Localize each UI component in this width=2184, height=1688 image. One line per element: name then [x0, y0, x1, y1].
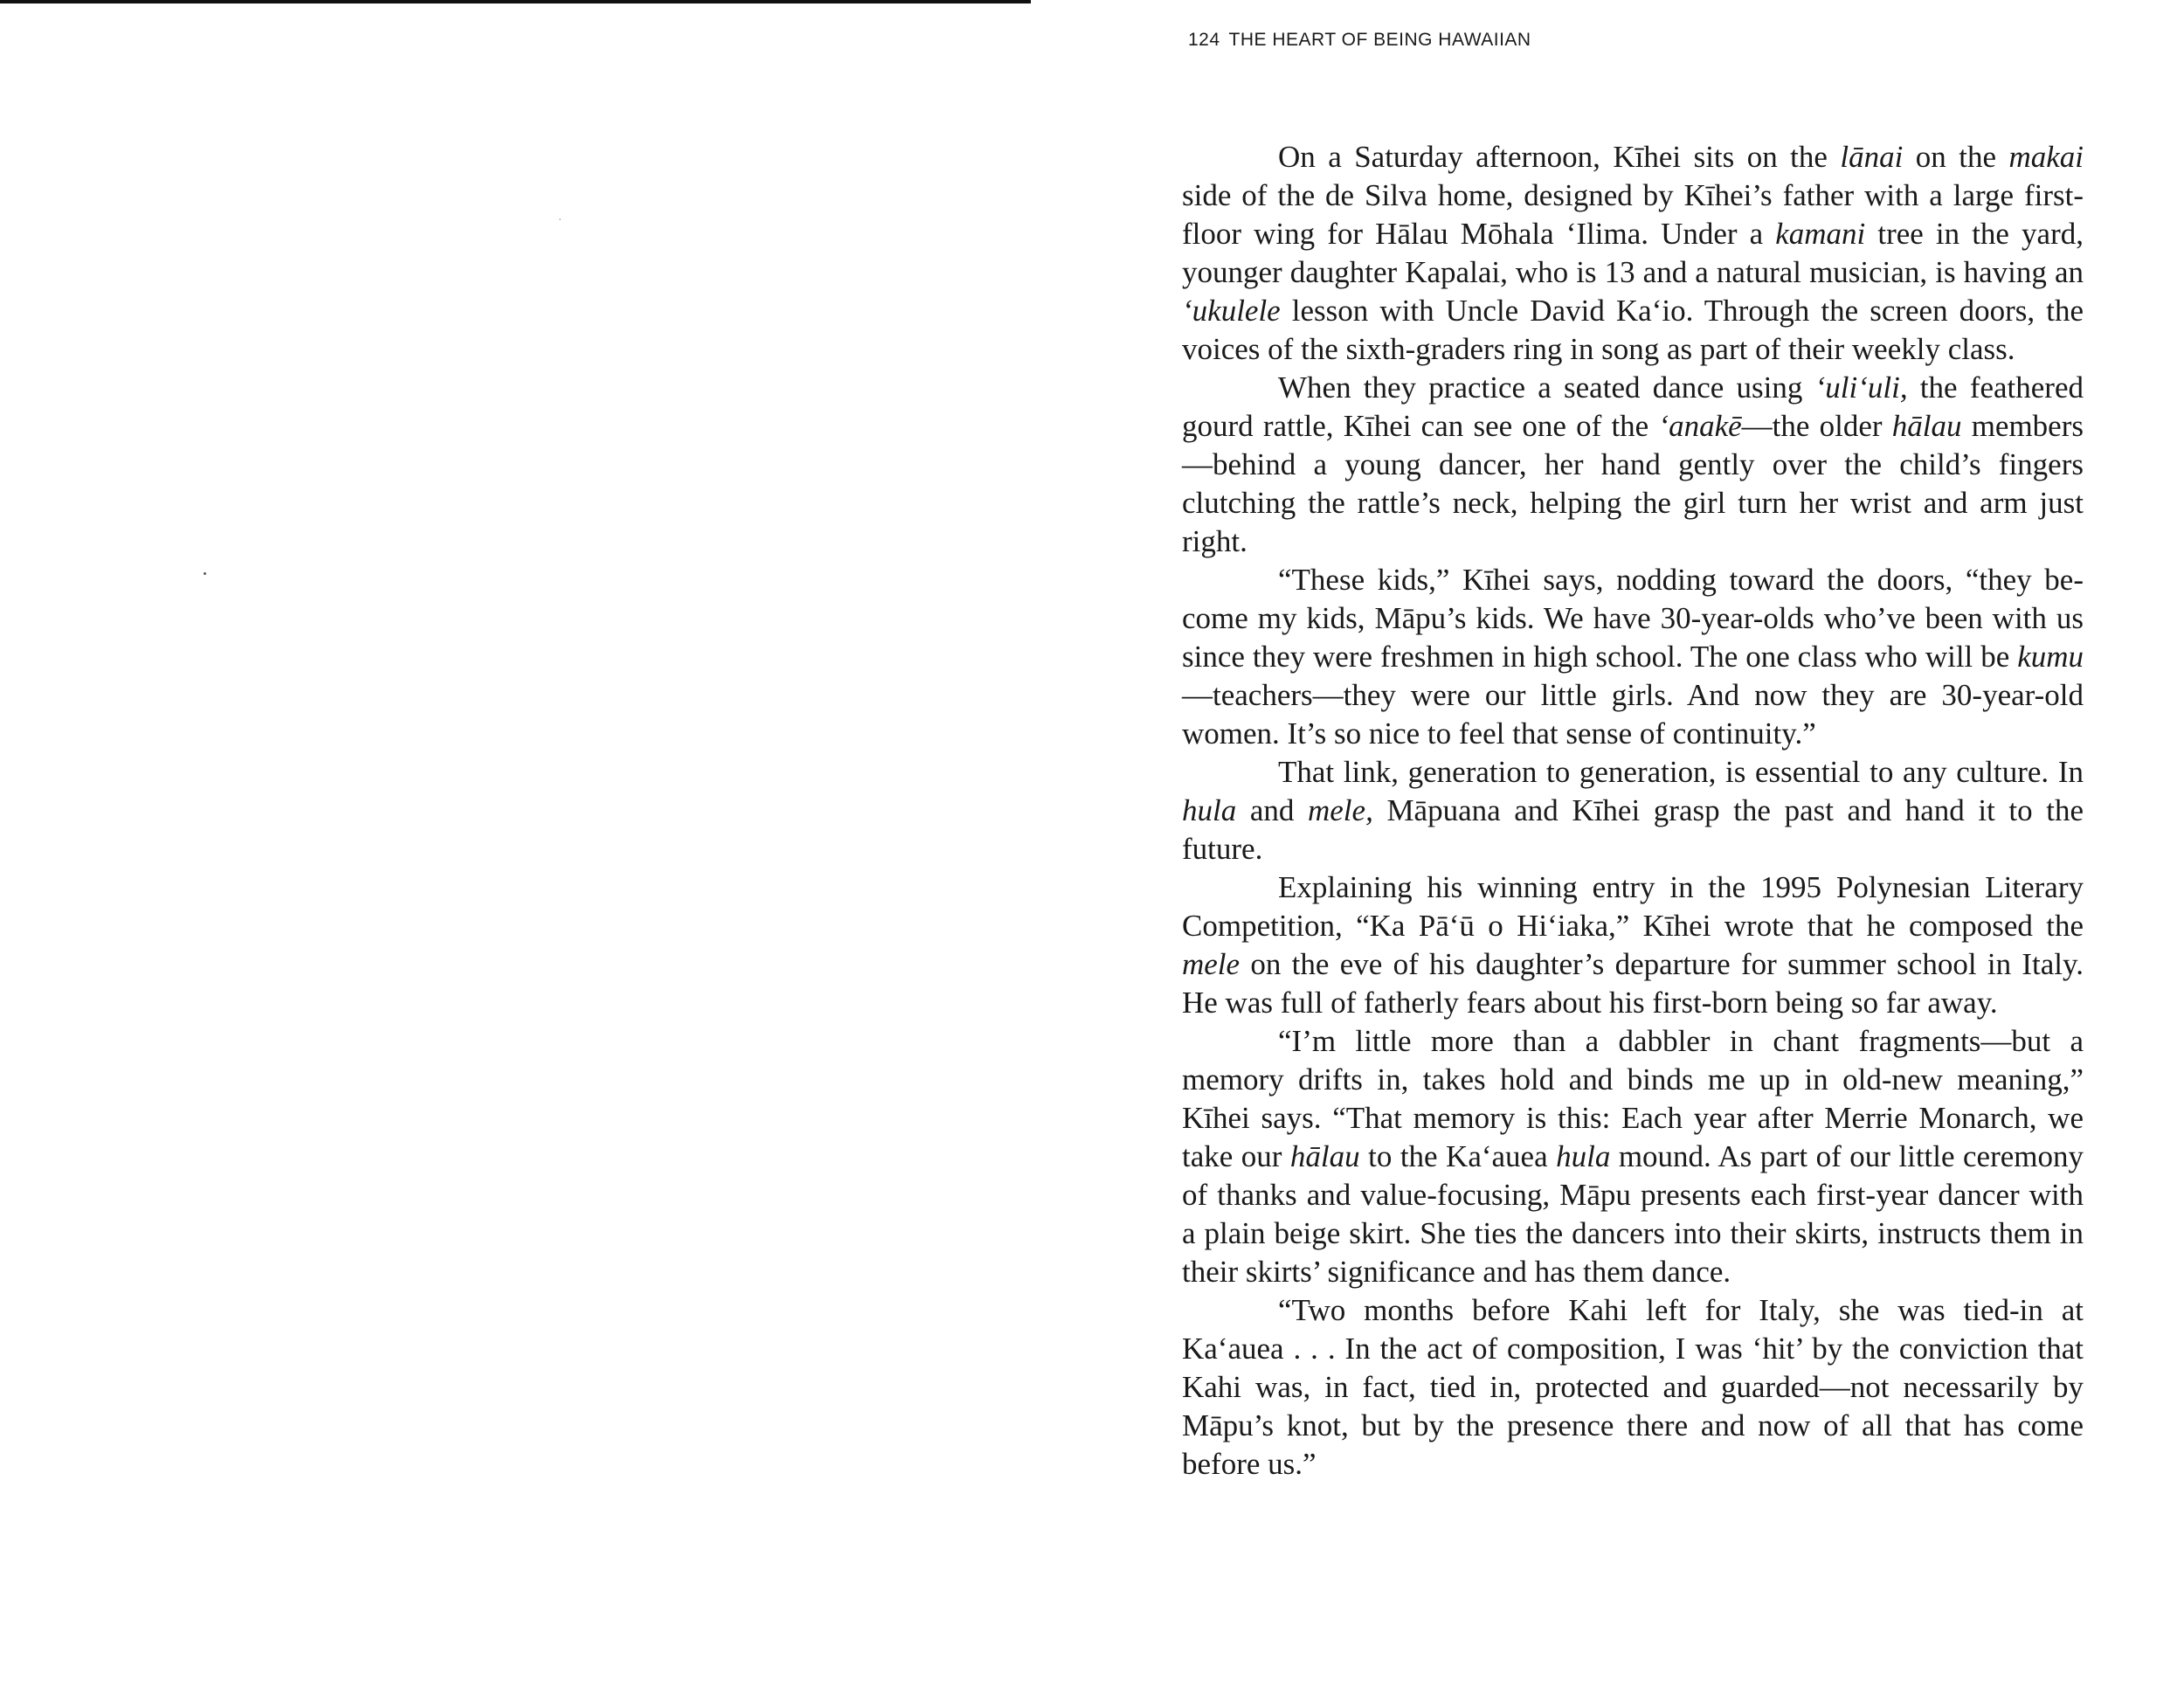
italic-term: ‘uli‘uli, [1814, 370, 1908, 405]
text-run: side of the de Silva home, designed by Kīhei’s father with a large first-floor wing for Hālau Mōhala ‘Ilima. Under a [1182, 178, 2084, 251]
right-page [1092, 0, 2184, 1688]
italic-term: hula [1556, 1139, 1611, 1173]
italic-term: kamani [1775, 217, 1866, 251]
text-run: —teachers—they were our little girls. And now they are 30-year-old women. It’s so nice to feel that sense of continuity.” [1182, 678, 2084, 751]
paragraph [1182, 369, 2084, 561]
italic-term: kumu [2017, 640, 2084, 674]
text-run: on the [1903, 140, 2009, 174]
body-text [1182, 138, 2084, 1484]
running-head [1188, 30, 1531, 51]
speck-mark [204, 572, 206, 575]
speck-mark [559, 218, 561, 220]
text-run: mound. As part of our little ceremony of thanks and value-focusing, Māpu presents each first-year dancer with a plain beige skirt. She ties the dancers into their skirts, instructs them in their skirts’ significance and has them dance. [1182, 1139, 2084, 1289]
text-run: tree in the yard, younger daughter Kapalai, who is 13 and a natural musician, is having an [1182, 217, 2084, 289]
paragraph [1182, 868, 2084, 1022]
text-run: That link, generation to generation, is essential to any culture. In [1278, 755, 2084, 789]
paragraph [1182, 1291, 2084, 1484]
text-run: to the Ka‘auea [1359, 1139, 1557, 1173]
text-run: “Two months before Kahi left for Italy, she was tied-in at Ka‘auea . . . In the act of composition, I was ‘hit’ by the conviction that Kahi was, in fact, tied in, protected and guarded—not necessarily by Māpu’s knot, but by the presence there and now of all that has come before us.” [1182, 1293, 2084, 1481]
running-title: THE HEART OF BEING HAWAIIAN [1228, 30, 1531, 50]
paragraph [1182, 561, 2084, 753]
text-run: members—behind a young dancer, her hand gently over the child’s fingers clutching the rattle’s neck, helping the girl turn her wrist and arm just right. [1182, 409, 2084, 558]
text-run: Explaining his winning entry in the 1995 Polynesian Literary Competition, “Ka Pā‘ū o Hi‘iaka,” Kīhei wrote that he composed the [1182, 870, 2084, 943]
page-number: 124 [1188, 30, 1220, 50]
italic-term: lānai [1840, 140, 1904, 174]
italic-term: ‘ukulele [1182, 294, 1281, 328]
text-run: on the eve of his daughter’s departure for summer school in Italy. He was full of fatherly fears about his first-born being so far away. [1182, 947, 2084, 1020]
text-run: Māpuana and Kīhei grasp the past and hand it to the future. [1182, 793, 2084, 866]
text-run: “I’m little more than a dabbler in chant fragments—but a memory drifts in, takes hold and binds me up in old-new meaning,” Kīhei says. “That memory is this: Each year after Merrie Monarch, we take our [1182, 1024, 2084, 1173]
top-rule [0, 0, 1031, 3]
text-run: the feathered gourd rattle, Kīhei can see one of the [1182, 370, 2084, 443]
italic-term: makai [2008, 140, 2084, 174]
paragraph [1182, 753, 2084, 868]
text-run: “These kids,” Kīhei says, nodding toward the doors, “they become my kids, Māpu’s kids. We have 30-year-olds who’ve been with us since they were freshmen in high school. The one class who will be [1182, 563, 2084, 674]
paragraph [1182, 138, 2084, 369]
text-run: —the older [1741, 409, 1892, 443]
paragraph [1182, 1022, 2084, 1291]
italic-term: hālau [1289, 1139, 1360, 1173]
italic-term: hula [1182, 793, 1237, 827]
text-run: lesson with Uncle David Ka‘io. Through the screen doors, the voices of the sixth-graders ring in song as part of their weekly class. [1182, 294, 2084, 366]
text-run: When they practice a seated dance using [1278, 370, 1815, 405]
text-run: On a Saturday afternoon, Kīhei sits on the [1278, 140, 1841, 174]
text-run: and [1236, 793, 1308, 827]
italic-term: mele, [1308, 793, 1373, 827]
italic-term: mele [1182, 947, 1241, 981]
italic-term: hālau [1891, 409, 1962, 443]
italic-term: ‘anakē [1658, 409, 1742, 443]
